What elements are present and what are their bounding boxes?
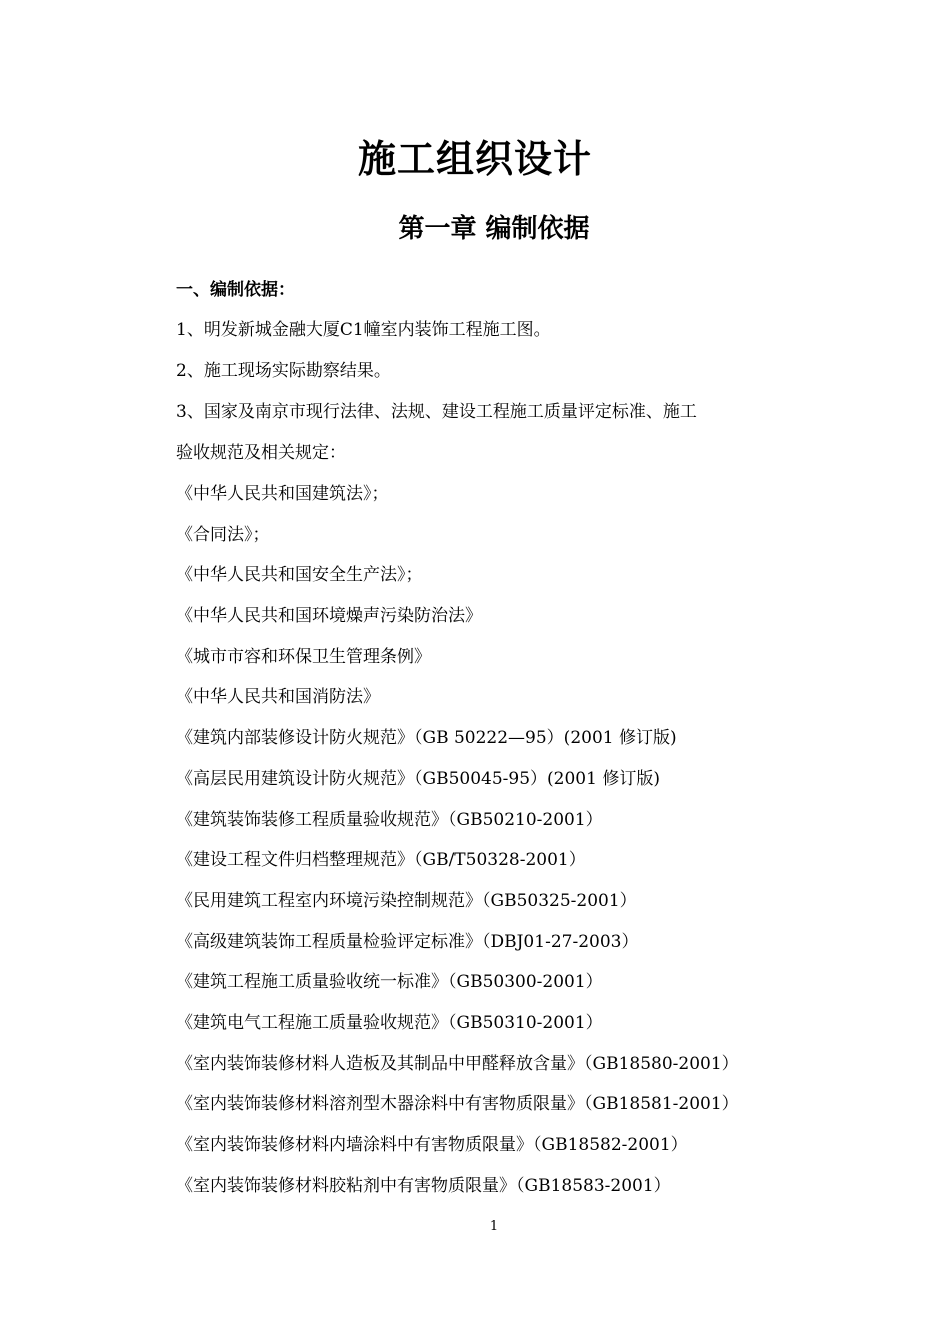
reference-item: 《建筑内部装修设计防火规范》（GB 50222—95）(2001 修订版) [176, 728, 677, 749]
reference-item: 《中华人民共和国消防法》 [176, 687, 380, 708]
reference-list [176, 479, 836, 1211]
reference-item: 《高层民用建筑设计防火规范》（GB50045-95）(2001 修订版) [176, 768, 660, 789]
reference-item: 《高级建筑装饰工程质量检验评定标准》（DBJ01-27-2003） [176, 931, 639, 952]
paragraph-line: 1、明发新城金融大厦C1幢室内装饰工程施工图。 [176, 320, 551, 340]
reference-item: 《民用建筑工程室内环境污染控制规范》（GB50325-2001） [176, 890, 637, 911]
reference-item: 《建筑电气工程施工质量验收规范》（GB50310-2001） [176, 1012, 603, 1033]
reference-item: 《中华人民共和国环境燥声污染防治法》 [176, 606, 482, 627]
reference-item: 《室内装饰装修材料胶粘剂中有害物质限量》（GB18583-2001） [176, 1175, 671, 1196]
reference-item: 《室内装饰装修材料内墙涂料中有害物质限量》（GB18582-2001） [176, 1135, 688, 1155]
document-title: 施工组织设计 [357, 136, 592, 181]
reference-item: 《室内装饰装修材料溶剂型木器涂料中有害物质限量》（GB18581-2001） [176, 1094, 739, 1115]
paragraph-line: 3、国家及南京市现行法律、法规、建设工程施工质量评定标准、施工 [176, 402, 697, 422]
paragraph-line: 2、施工现场实际勘察结果。 [176, 361, 391, 381]
reference-item: 《城市市容和环保卫生管理条例》 [176, 646, 431, 667]
reference-item: 《建筑工程施工质量验收统一标准》（GB50300-2001） [176, 972, 603, 993]
reference-item: 《中华人民共和国建筑法》； [176, 484, 389, 504]
page-number: 1 [489, 1219, 499, 1234]
chapter-heading: 第一章 编制依据 [398, 214, 590, 244]
reference-item: 《合同法》； [176, 524, 270, 545]
reference-item: 《建筑装饰装修工程质量验收规范》（GB50210-2001） [176, 809, 603, 830]
basis-paragraphs [176, 315, 836, 479]
reference-item: 《建设工程文件归档整理规范》（GB/T50328-2001） [176, 850, 586, 871]
section-heading: 一、编制依据： [176, 280, 295, 300]
reference-item: 《中华人民共和国安全生产法》； [176, 565, 423, 586]
paragraph-line: 验收规范及相关规定： [176, 443, 346, 463]
reference-item: 《室内装饰装修材料人造板及其制品中甲醛释放含量》（GB18580-2001） [176, 1053, 739, 1074]
